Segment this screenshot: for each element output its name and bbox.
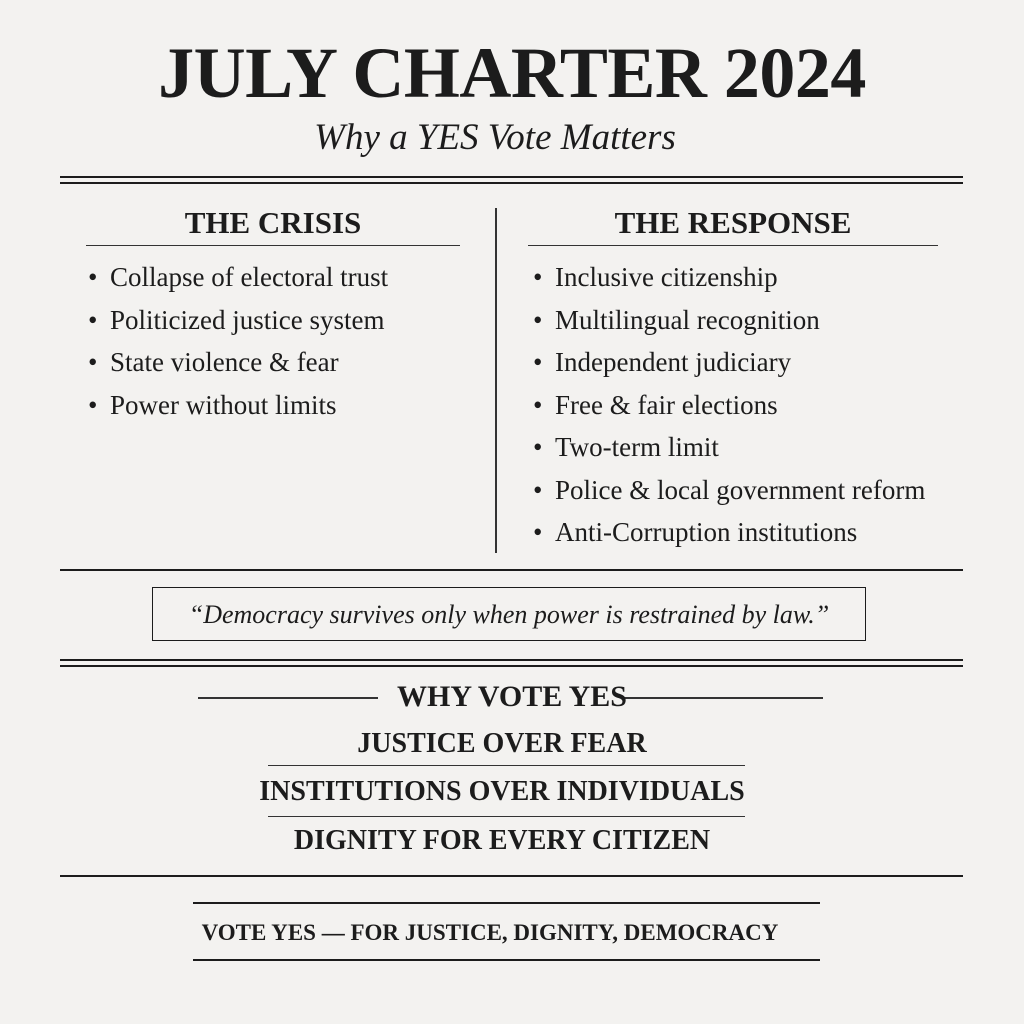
quote-text: “Democracy survives only when power is restrained by law.” [188, 600, 830, 629]
list-item: • Multilingual recognition [533, 304, 820, 335]
crisis-heading-rule [86, 245, 460, 246]
response-heading: THE RESPONSE [614, 205, 852, 240]
response-list [533, 256, 925, 554]
list-item: • Free & fair elections [533, 389, 778, 420]
page-title: JULY CHARTER 2024 [158, 33, 866, 113]
list-item: • Collapse of electoral trust [88, 262, 389, 292]
why-point-rule [268, 765, 745, 766]
why-heading: WHY VOTE YES [396, 680, 627, 713]
footer-call-to-action: VOTE YES — FOR JUSTICE, DIGNITY, DEMOCRACY [201, 920, 779, 945]
quote-rule-bottom [60, 665, 963, 667]
list-item: • Anti-Corruption institutions [533, 517, 858, 547]
list-item: • Power without limits [88, 389, 337, 420]
response-heading-rule [528, 245, 938, 246]
column-divider [495, 208, 497, 553]
header-rule-top [60, 176, 963, 178]
list-item: • Police & local government reform [533, 474, 926, 505]
list-item: • Inclusive citizenship [533, 262, 778, 292]
why-point: INSTITUTIONS OVER INDIVIDUALS [259, 776, 745, 807]
footer-rule-outer [60, 875, 963, 877]
crisis-list [88, 256, 388, 426]
list-item: • Two-term limit [533, 432, 719, 462]
crisis-heading: THE CRISIS [184, 205, 362, 240]
why-point-rule [268, 816, 745, 817]
why-point: JUSTICE OVER FEAR [357, 728, 647, 759]
footer-rule-top [193, 902, 820, 904]
list-item: • Politicized justice system [88, 304, 385, 335]
section-rule [60, 569, 963, 571]
list-item: • Independent judiciary [533, 347, 792, 377]
footer-rule-bottom [193, 959, 820, 961]
list-item: • State violence & fear [88, 347, 339, 377]
quote-rule-top [60, 659, 963, 661]
header-rule-bottom [60, 182, 963, 184]
page-subtitle: Why a YES Vote Matters [314, 117, 676, 158]
why-point: DIGNITY FOR EVERY CITIZEN [293, 825, 711, 856]
